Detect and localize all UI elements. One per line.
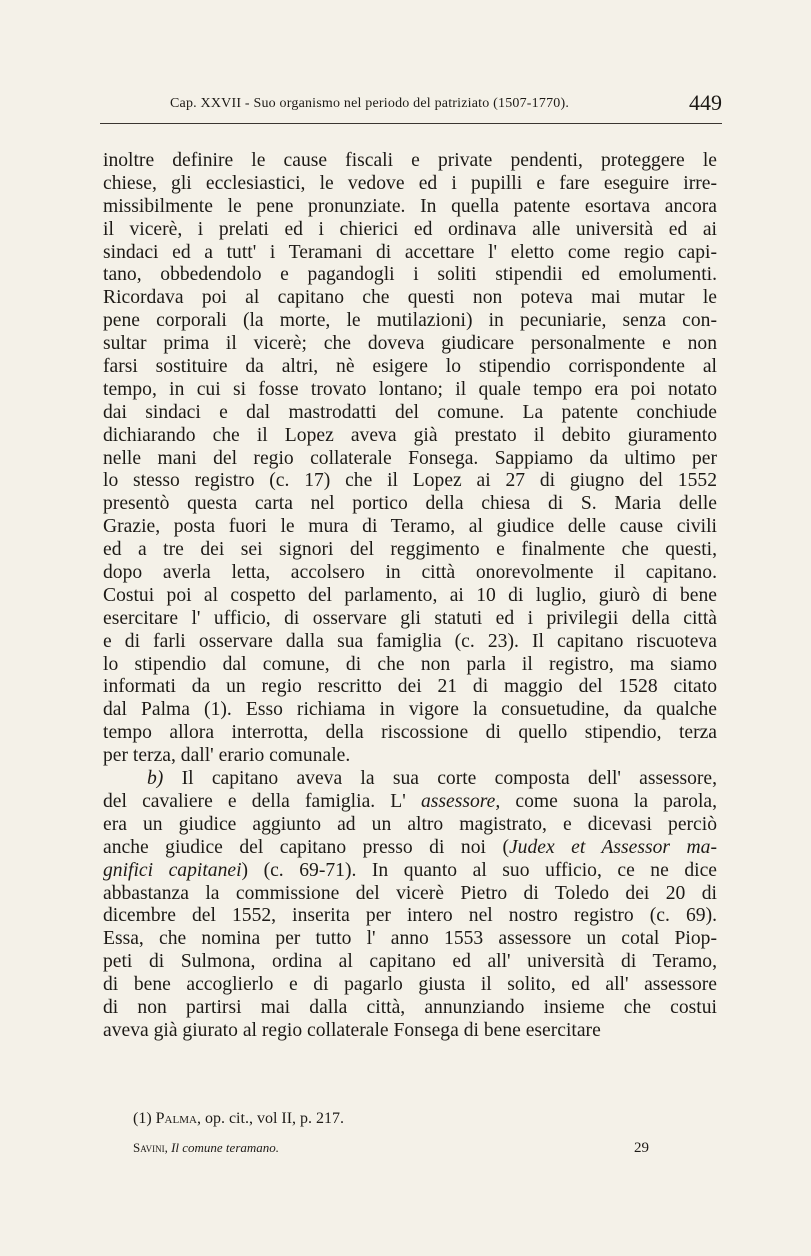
text-line: sultar prima il vicerè; che doveva giudicare personalmente e non [103,333,717,355]
text-line: informati da un regio rescritto dei 21 di maggio del 1528 citato [103,676,717,698]
text-line: presentò questa carta nel portico della chiesa di S. Maria delle [103,493,717,515]
text-line [103,860,717,883]
text-line: inoltre definire le cause fiscali e private pendenti, proteggere le [103,150,717,171]
text-line: tano, obbedendolo e pagandogli i soliti stipendii ed emolumenti. [103,264,717,286]
text-span: ) (c. 69-71). In quanto al suo ufficio, ce ne dice [241,859,717,881]
text-line: sindaci ed a tutt' i Teramani di accettare l' eletto come regio capi- [103,241,717,263]
text-line: chiese, gli ecclesiastici, le vedove ed i pupilli e fare eseguire irre- [103,172,717,194]
text-line: esercitare l' ufficio, di osservare gli statuti ed i privilegii della città [103,607,717,629]
text-line: il vicerè, i prelati ed i chierici ed ordinava alle università ed ai [103,218,717,240]
italic-term: Judex et Assessor ma- [508,836,717,858]
text-line: tempo, in cui si fosse trovato lontano; il quale tempo era poi notato [103,378,717,400]
text-line [103,791,717,814]
footnote-marker: (1) [133,1110,152,1127]
paragraph-b-rest [103,883,717,1043]
text-line: Costui poi al cospetto del parlamento, ai 10 di luglio, giurò di bene [103,584,717,606]
text-line: per terza, dall' erario comunale. [103,745,351,767]
text-line: di bene accoglierlo e di pagarlo giusta il solito, ed all' assessore [103,974,717,996]
text-line: dal Palma (1). Esso richiama in vigore la consuetudine, da qualche [103,699,717,721]
text-line: dai sindaci e dal mastrodatti del comune. La patente conchiude [103,401,717,423]
text-line: farsi sostituire da altri, nè esigere lo stipendio corrispondente al [103,356,717,378]
running-header [100,90,722,124]
paragraph-label: b) [147,768,164,790]
footnote [133,1110,344,1128]
printer-signature-note [133,1140,279,1156]
text-line: abbastanza la commissione del vicerè Pietro di Toledo dei 20 di [103,882,717,904]
text-line: dopo averla letta, accolsero in città onorevolmente il capitano. [103,562,717,584]
italic-term: gnifici capitanei [103,859,242,881]
text-span: Il capitano aveva la sua corte composta dell' assessore, [181,768,717,790]
footnote-author: Palma [155,1110,197,1127]
text-line: dichiarando che il Lopez aveva già prestato il debito giuramento [103,424,717,446]
italic-term: assessore, [420,790,501,812]
text-span: anche giudice del capitano presso di noi ( [103,836,509,858]
text-line: dicembre del 1552, inserita per intero nel nostro registro (c. 69). [103,905,717,927]
footnote-text: , op. cit., vol II, p. 217. [196,1110,345,1127]
paragraph-a [103,150,717,768]
text-line: di non partirsi mai dalla città, annunziando insieme che costui [103,996,717,1018]
text-line: pene corporali (la morte, le mutilazioni) in pecuniarie, senza con- [103,310,717,332]
text-line: Ricordava poi al capitano che questi non poteva mai mutar le [103,287,717,309]
body-text [103,150,717,1043]
footer-title: Il comune teramano. [171,1140,280,1155]
text-line [103,837,717,860]
text-line: peti di Sulmona, ordina al capitano ed all' università di Teramo, [103,951,717,973]
text-line: Grazie, posta fuori le mura di Teramo, al giudice delle cause civili [103,516,717,538]
text-span: come suona la parola, [515,790,717,812]
footer-author: Savini, [133,1140,168,1155]
text-line: ed a tre dei sei signori del reggimento e finalmente che questi, [103,539,717,561]
text-line: Essa, che nomina per tutto l' anno 1553 assessore un cotal Piop- [103,928,717,950]
text-line: lo stesso registro (c. 17) che il Lopez ai 27 di giugno del 1552 [103,470,717,492]
text-line: aveva già giurato al regio collaterale Fonsega di bene esercitare [103,1019,601,1041]
text-line: era un giudice aggiunto ad un altro magistrato, e dicevasi perciò [103,813,717,835]
text-line [103,768,717,791]
text-span: del cavaliere e della famiglia. L' [103,790,406,812]
text-line: tempo allora interrotta, della riscossione di quello stipendio, terza [103,722,717,744]
text-line: missibilmente le pene pronunziate. In quella patente esortava ancora [103,195,717,217]
text-line: lo stipendio dal comune, di che non parla il registro, ma siamo [103,653,717,675]
page-number: 449 [689,90,722,115]
signature-mark: 29 [634,1140,649,1156]
text-line: nelle mani del regio collaterale Fonsega. Sappiamo da ultimo per [103,447,717,469]
text-line: e di farli osservare dalla sua famiglia (c. 23). Il capitano riscuoteva [103,630,717,652]
running-title: Cap. XXVII - Suo organismo nel periodo del patriziato (1507-1770). [170,96,570,111]
